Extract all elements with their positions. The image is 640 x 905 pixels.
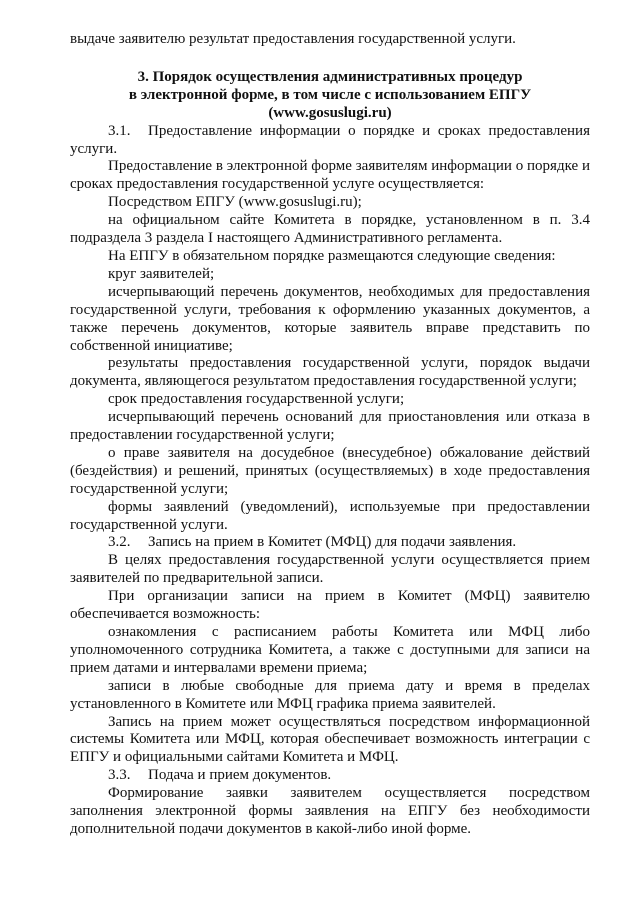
paragraph-3-1	[70, 123, 590, 159]
list-item: исчерпывающий перечень документов, необходимых для предоставления государственной услуги, требования к оформлению указанных документов, а также перечень документов, которые заявитель вправе представить по собственной инициативе;	[70, 283, 590, 354]
list-item: круг заявителей;	[108, 265, 215, 282]
paragraph: При организации записи на прием в Комитет (МФЦ) заявителю обеспечивается возможность:	[70, 588, 590, 623]
paragraph-text: Запись на прием в Комитет (МФЦ) для подачи заявления.	[148, 534, 517, 551]
paragraph: В целях предоставления государственной услуги осуществляется прием заявителей по предварительной записи.	[70, 552, 590, 587]
lead-line: выдаче заявителю результат предоставления государственной услуги.	[70, 31, 516, 47]
paragraph: На ЕПГУ в обязательном порядке размещаются следующие сведения:	[108, 247, 556, 264]
section-heading-line-2: в электронной форме, в том числе с использованием ЕПГУ	[128, 86, 532, 103]
list-item: ознакомления с расписанием работы Комитета или МФЦ либо уполномоченного сотрудника Комитета, а также с доступными для записи на прием датами и интервалами времени приема;	[70, 624, 590, 676]
section-heading-line-3: (www.gosuslugi.ru)	[268, 104, 392, 121]
document-page	[70, 31, 590, 839]
list-item: результаты предоставления государственной услуги, порядок выдачи документа, являющегося результатом предоставления государственной услуги;	[70, 355, 590, 390]
paragraph: на официальном сайте Комитета в порядке, установленном в п. 3.4 подраздела 3 раздела I настоящего Административного регламента.	[70, 212, 590, 247]
section-gap	[70, 49, 590, 69]
list-item: формы заявлений (уведомлений), используемые при предоставлении государственной услуги.	[70, 498, 590, 533]
list-item: срок предоставления государственной услуги;	[108, 391, 405, 408]
list-item: исчерпывающий перечень оснований для приостановления или отказа в предоставлении государственной услуги;	[70, 409, 590, 444]
paragraph: Формирование заявки заявителем осуществляется посредством заполнения электронной формы заявления на ЕПГУ без необходимости дополнительной подачи документов в какой-либо иной форме.	[70, 785, 590, 837]
paragraph-text: Подача и прием документов.	[148, 767, 332, 784]
paragraph-3-2	[70, 534, 590, 552]
list-item: о праве заявителя на досудебное (внесудебное) обжалование действий (бездействия) и решений, принятых (осуществляемых) в ходе предоставления государственной услуги;	[70, 444, 590, 497]
clause-number: 3.1.	[108, 122, 131, 139]
paragraph: Запись на прием может осуществляться посредством информационной системы Комитета или МФЦ, которая обеспечивает возможность интеграции с ЕПГУ и официальными сайтами Комитета и МФЦ.	[70, 713, 590, 766]
clause-number: 3.3.	[108, 767, 131, 784]
paragraph-text: Предоставление информации о порядке и сроках предоставления услуги.	[70, 122, 590, 157]
list-item: записи в любые свободные для приема дату и время в пределах установленного в Комитете или МФЦ графика приема заявителей.	[70, 677, 590, 712]
paragraph: Предоставление в электронной форме заявителям информации о порядке и сроках предоставления государственной услуге осуществляется:	[70, 158, 590, 193]
paragraph: Посредством ЕПГУ (www.gosuslugi.ru);	[108, 194, 362, 211]
section-heading-line-1: 3. Порядок осуществления административных процедур	[137, 68, 523, 85]
paragraph-3-3	[70, 767, 590, 785]
clause-number: 3.2.	[108, 534, 131, 551]
